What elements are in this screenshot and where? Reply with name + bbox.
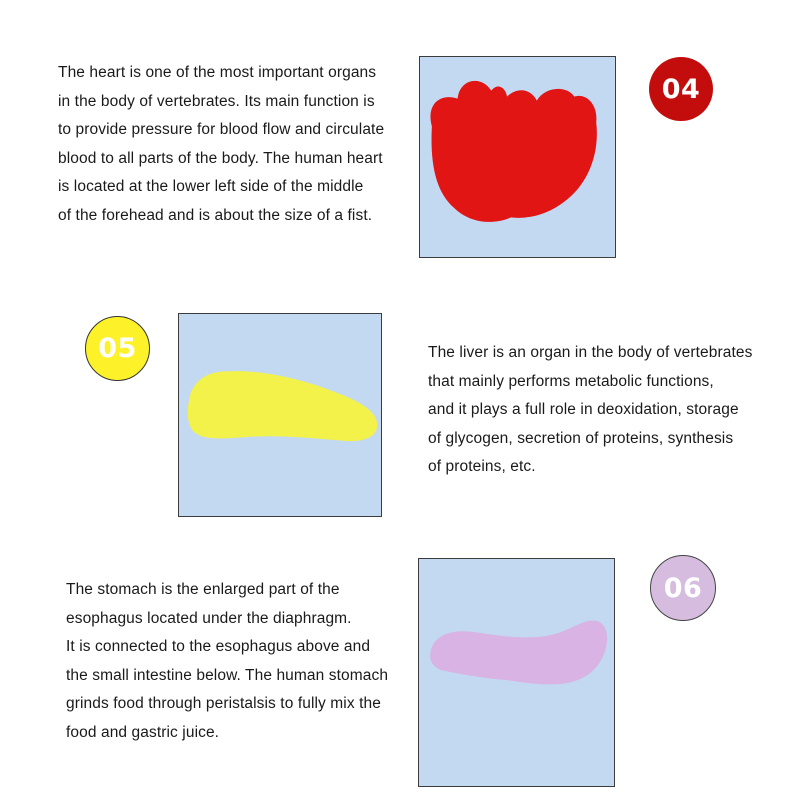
heart-plush-image [420, 57, 615, 257]
section-number-badge-04 [649, 57, 713, 121]
text-line: that mainly performs metabolic functions, [428, 372, 714, 390]
section-number-badge-05 [85, 316, 150, 381]
heart-plush-photo [419, 56, 616, 258]
text-line: blood to all parts of the body. The human heart [58, 149, 383, 167]
text-line: esophagus located under the diaphragm. [66, 609, 352, 627]
text-line: of proteins, etc. [428, 458, 536, 475]
text-line: the small intestine below. The human stomach [66, 666, 389, 684]
liver-description [428, 339, 752, 482]
badge-number: 06 [663, 572, 703, 604]
badge-number: 05 [98, 333, 137, 364]
liver-plush-image [179, 314, 381, 516]
stomach-plush-image [419, 559, 614, 786]
badge-number: 04 [661, 73, 701, 105]
text-line: The liver is an organ in the body of vertebrates [428, 344, 753, 361]
text-line: of glycogen, secretion of proteins, synthesis [428, 429, 734, 447]
text-line: and it plays a full role in deoxidation, storage [428, 401, 739, 418]
liver-plush-photo [178, 313, 382, 517]
text-line: in the body of vertebrates. Its main function is [58, 92, 375, 110]
heart-description [58, 59, 384, 230]
stomach-plush-photo [418, 558, 615, 787]
text-line: The heart is one of the most important organs [58, 64, 377, 81]
section-number-badge-06 [650, 555, 716, 621]
text-line: grinds food through peristalsis to fully mix the [66, 695, 381, 712]
stomach-description [66, 576, 388, 747]
text-line: It is connected to the esophagus above and [66, 638, 371, 655]
text-line: of the forehead and is about the size of a fist. [58, 206, 373, 224]
text-line: The stomach is the enlarged part of the [66, 581, 340, 598]
text-line: is located at the lower left side of the middle [58, 178, 364, 195]
text-line: food and gastric juice. [66, 723, 220, 741]
text-line: to provide pressure for blood flow and circulate [58, 121, 385, 138]
